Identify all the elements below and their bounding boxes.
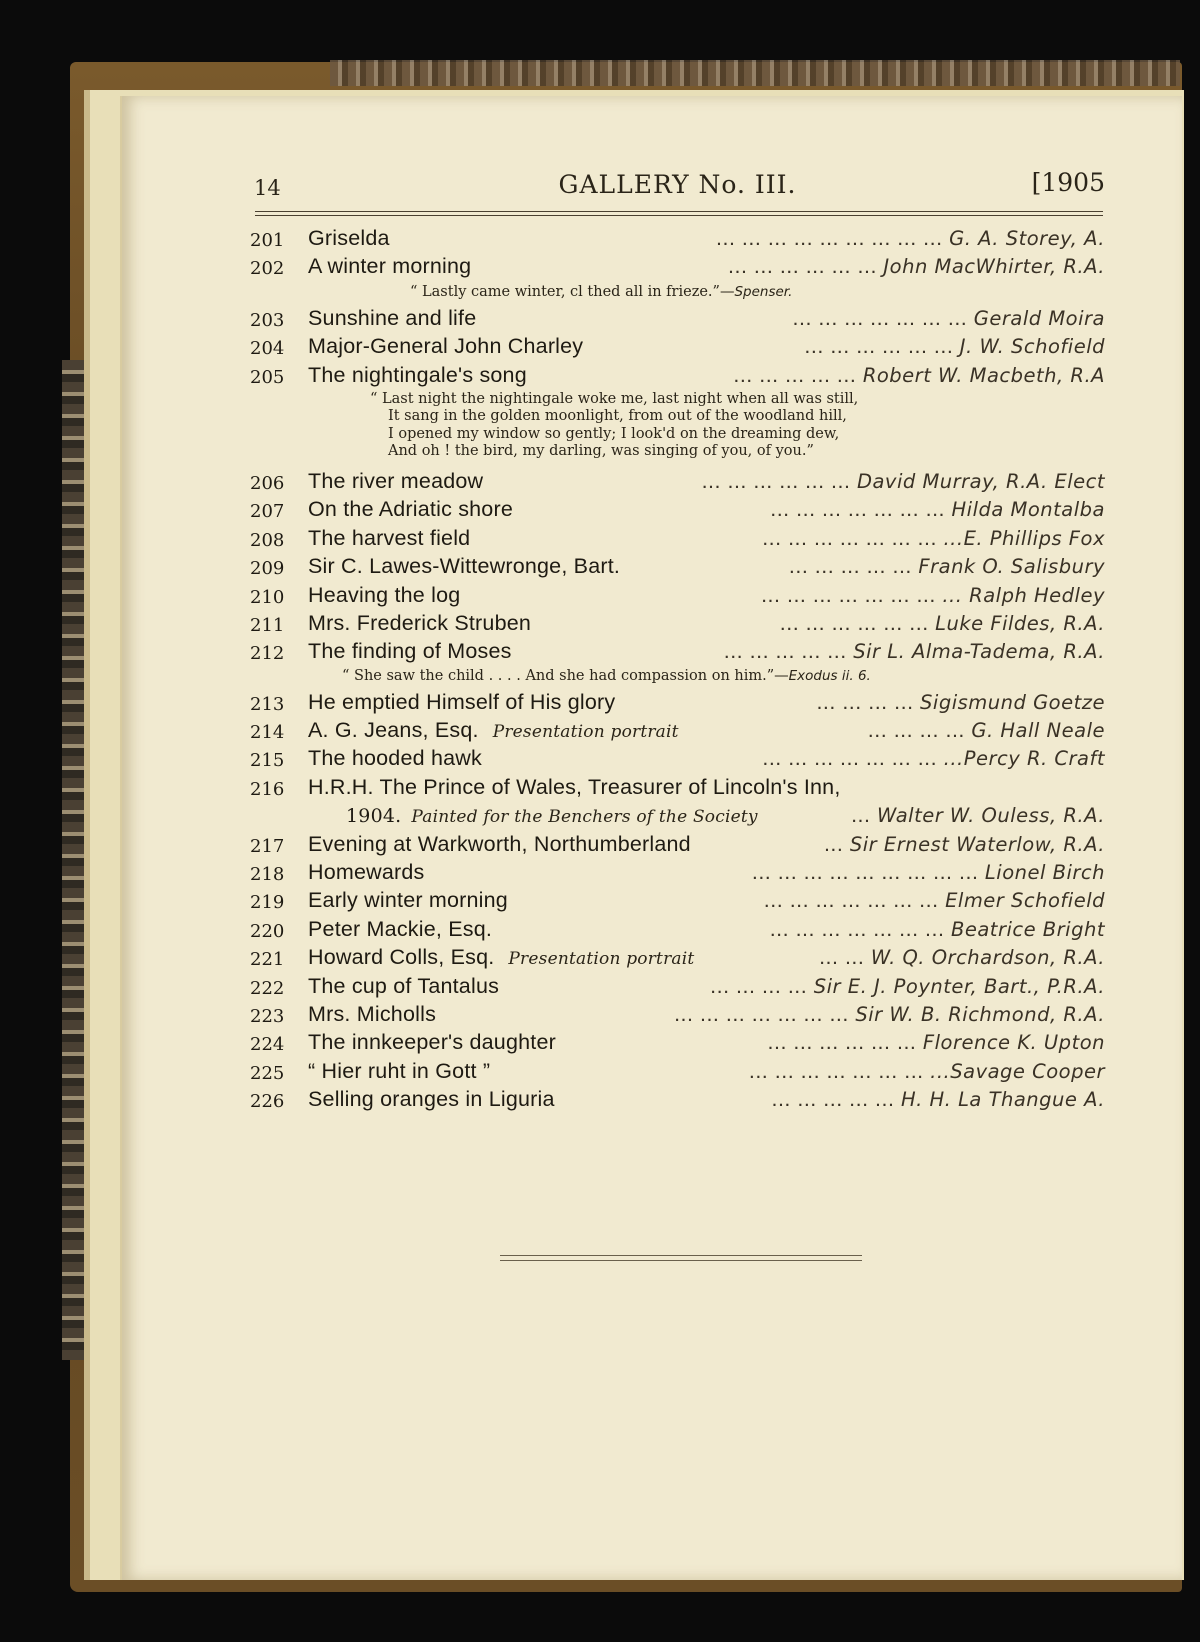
entry-artist: Luke Fildes, R.A. [935, 611, 1105, 635]
catalogue-entry [250, 469, 1105, 497]
entry-number: 205 [250, 366, 285, 388]
entry-title: Evening at Warkworth, Northumberland [308, 831, 691, 856]
catalogue-entry-continuation [250, 803, 1105, 831]
entry-artist: Sir Ernest Waterlow, R.A. [849, 832, 1105, 856]
entry-artist: Sigismund Goetze [920, 690, 1105, 714]
entry-artist-cell [824, 832, 1105, 857]
entry-title: Griselda [308, 226, 390, 250]
entry-number: 204 [250, 338, 285, 360]
entry-artist-cell [789, 554, 1105, 579]
entry-note: Presentation portrait [508, 949, 695, 970]
catalogue-entry [250, 497, 1105, 525]
entry-artist: ...E. Phillips Fox [943, 526, 1105, 550]
entry-artist-cell [804, 334, 1105, 359]
leader-dots: ... ... ... ... ... ... ... [748, 1058, 924, 1083]
entry-artist: Gerald Moira [973, 306, 1105, 330]
catalogue-entry [250, 775, 1105, 803]
catalogue-entry [250, 226, 1105, 254]
entry-title: Peter Mackie, Esq. [308, 916, 493, 941]
entry-title: The nightingale's song [308, 362, 527, 387]
quote-text: “ She saw the child . . . . And she had compassion on him.”— [342, 667, 789, 684]
entry-title: A winter morning [308, 254, 472, 279]
leader-dots: ... [823, 831, 844, 856]
leader-dots: ... ... ... ... ... ... ... [769, 916, 945, 941]
entry-number: 213 [250, 693, 285, 715]
entry-title: Early winter morning [308, 888, 508, 913]
page-header [250, 168, 1105, 202]
entry-artist-cell [762, 526, 1105, 551]
entry-artist-cell [793, 306, 1106, 331]
leader-dots: ... ... [819, 945, 865, 970]
entry-artist-cell [770, 917, 1105, 942]
entry-number: 201 [250, 230, 285, 251]
leader-dots: ... ... ... ... [710, 973, 808, 998]
entry-artist-cell [733, 363, 1105, 388]
entry-artist-cell [764, 888, 1105, 913]
entry-artist: Lionel Birch [984, 861, 1105, 885]
catalogue-entry [250, 974, 1105, 1002]
entry-artist-cell [770, 497, 1105, 522]
entry-number: 210 [250, 586, 285, 608]
entry-title: The finding of Moses [308, 639, 512, 664]
catalogue-entry [250, 746, 1105, 774]
entry-artist-cell [674, 1002, 1105, 1027]
leader-dots: ... ... ... ... ... ... ... [674, 1001, 849, 1026]
leader-dots: ... ... ... ... ... ... ... [770, 497, 946, 522]
leader-dots: ... ... ... ... ... [788, 554, 912, 579]
closing-rule [500, 1255, 862, 1261]
entry-artist-cell [851, 803, 1105, 828]
page-number: 14 [254, 176, 281, 200]
entry-year: 1904. [346, 805, 402, 828]
catalogue-list [250, 226, 1105, 1116]
entry-note: Painted for the Benchers of the Society [411, 807, 758, 828]
entry-artist-cell [710, 974, 1105, 999]
entry-artist-cell [752, 860, 1105, 885]
leader-dots: ... ... ... ... ... ... [804, 334, 954, 359]
entry-title: He emptied Himself of His glory [308, 689, 616, 714]
entry-title: Heaving the log [308, 582, 461, 607]
entry-title: Mrs. Frederick Struben [308, 610, 532, 635]
poem-quote [250, 391, 1105, 469]
leader-dots: ... ... ... ... ... ... ... [792, 305, 968, 330]
entry-artist: ...Savage Cooper [930, 1059, 1105, 1083]
catalogue-entry [250, 1002, 1105, 1030]
entry-note: Presentation portrait [492, 722, 679, 743]
entry-title-cell [308, 718, 679, 743]
entry-number: 209 [250, 558, 285, 580]
page-title: GALLERY No. III. [558, 170, 797, 199]
leader-dots: ... ... ... ... ... [733, 362, 857, 387]
catalogue-entry [250, 639, 1105, 667]
entry-artist: H. H. La Thangue A. [900, 1088, 1105, 1112]
entry-number: 211 [250, 614, 285, 636]
entry-number: 206 [250, 472, 285, 494]
entry-artist-cell [749, 1059, 1105, 1084]
entry-artist-cell [728, 254, 1105, 279]
entry-number: 208 [250, 529, 285, 551]
entry-artist-cell [768, 1030, 1106, 1055]
leader-dots: ... ... ... ... ... ... [728, 254, 877, 279]
entry-number: 224 [250, 1034, 285, 1056]
leader-dots: ... [851, 803, 871, 828]
entry-title: Mrs. Micholls [308, 1001, 437, 1026]
epigraph-quote [250, 283, 1105, 306]
entry-number: 207 [250, 501, 285, 523]
entry-number: 226 [250, 1091, 285, 1113]
catalogue-entry [250, 254, 1105, 282]
leader-dots: ... ... ... ... ... [723, 639, 847, 664]
entry-number: 214 [250, 722, 285, 744]
entry-number: 223 [250, 1005, 285, 1027]
entry-artist: Sir L. Alma-Tadema, R.A. [853, 640, 1105, 664]
entry-artist: Frank O. Salisbury [918, 555, 1105, 579]
entry-artist-cell [702, 469, 1105, 494]
catalogue-entry [250, 554, 1105, 582]
entry-artist: Hilda Montalba [951, 498, 1105, 522]
catalogue-entry [250, 526, 1105, 554]
entry-artist-cell [868, 718, 1105, 743]
entry-title: On the Adriatic shore [308, 497, 513, 522]
entry-title: Homewards [308, 860, 425, 885]
entry-title: The hooded hawk [308, 746, 482, 771]
entry-artist-cell [780, 611, 1105, 636]
leader-dots: ... ... ... ... ... ... ... [762, 746, 938, 771]
marbled-endpaper [330, 60, 1180, 86]
catalogue-entry [250, 1059, 1105, 1087]
leader-dots: ... ... ... ... ... ... [701, 468, 851, 493]
catalogue-entry [250, 718, 1105, 746]
entry-title: The harvest field [308, 525, 471, 550]
catalogue-entry [250, 583, 1105, 611]
entry-artist: ...Percy R. Craft [943, 747, 1105, 771]
entry-number: 225 [250, 1062, 285, 1084]
poem-line: It sang in the golden moonlight, from out of the woodland hill, [388, 408, 847, 425]
entry-number: 203 [250, 309, 285, 331]
leader-dots: ... ... ... ... ... ... ... [763, 888, 939, 913]
entry-number: 215 [250, 750, 285, 772]
catalogue-entry [250, 1087, 1105, 1115]
entry-artist: Walter W. Ouless, R.A. [876, 804, 1105, 828]
entry-title: Sunshine and life [308, 305, 477, 330]
entry-title-cell [308, 945, 694, 970]
quote-attribution: Spenser. [734, 283, 793, 300]
epigraph-quote [250, 668, 1105, 690]
leader-dots: ... ... ... ... ... [771, 1087, 895, 1112]
entry-artist: John MacWhirter, R.A. [883, 255, 1105, 279]
entry-artist: J. W. Schofield [959, 335, 1105, 359]
catalogue-entry [250, 832, 1105, 860]
catalogue-entry [250, 306, 1105, 334]
entry-number: 217 [250, 835, 285, 857]
entry-number: 219 [250, 892, 285, 914]
entry-artist: Florence K. Upton [922, 1031, 1105, 1055]
entry-title: Major-General John Charley [308, 334, 584, 359]
entry-title: The innkeeper's daughter [308, 1030, 556, 1055]
quote-attribution: Exodus ii. 6. [788, 667, 871, 684]
catalogue-entry [250, 334, 1105, 362]
entry-artist: Beatrice Bright [950, 917, 1105, 941]
leader-dots: ... ... ... ... ... ... ... ... ... [716, 226, 943, 250]
entry-title: The river meadow [308, 468, 484, 493]
book-spine [62, 360, 86, 1360]
entry-artist: Sir E. J. Poynter, Bart., P.R.A. [813, 974, 1105, 998]
entry-title: The cup of Tantalus [308, 973, 500, 998]
entry-number: 221 [250, 949, 285, 971]
leader-dots: ... ... ... ... ... ... ... [761, 582, 936, 607]
entry-title: Howard Colls, Esq. [308, 945, 495, 970]
catalogue-entry [250, 1030, 1105, 1058]
catalogue-entry [250, 945, 1105, 973]
entry-number: 216 [250, 778, 285, 800]
entry-number: 212 [250, 643, 285, 665]
entry-artist: Elmer Schofield [945, 889, 1105, 913]
entry-artist: David Murray, R.A. Elect [856, 469, 1105, 493]
entry-artist: Robert W. Macbeth, R.A [862, 363, 1105, 387]
entry-title: Sir C. Lawes-Wittewronge, Bart. [308, 554, 621, 579]
entry-artist-cell [761, 583, 1105, 608]
entry-artist-cell [724, 639, 1105, 664]
leader-dots: ... ... ... ... [867, 718, 965, 743]
header-rule-2 [255, 215, 1103, 216]
quote-text: “ Lastly came winter, cl thed all in frieze.”— [410, 283, 735, 300]
entry-artist-cell [819, 945, 1105, 970]
entry-artist-cell [816, 690, 1105, 715]
catalogue-entry [250, 363, 1105, 391]
entry-title-cell [346, 803, 758, 828]
entry-artist-cell [771, 1087, 1105, 1112]
entry-number: 218 [250, 864, 285, 886]
entry-number: 220 [250, 920, 285, 942]
leader-dots: ... ... ... ... ... ... ... ... ... [751, 860, 979, 885]
catalogue-entry [250, 888, 1105, 916]
entry-number: 222 [250, 977, 285, 999]
leader-dots: ... ... ... ... ... ... ... [762, 525, 937, 550]
entry-title: H.R.H. The Prince of Wales, Treasurer of Lincoln's Inn, [308, 774, 841, 799]
year-label: [1905 [1031, 168, 1105, 197]
entry-artist: W. Q. Orchardson, R.A. [870, 946, 1105, 970]
entry-artist: G. A. Storey, A. [949, 227, 1105, 250]
entry-artist: Sir W. B. Richmond, R.A. [855, 1002, 1105, 1026]
entry-title: Selling oranges in Liguria [308, 1087, 555, 1112]
entry-title: “ Hier ruht in Gott ” [308, 1058, 491, 1083]
entry-number: 202 [250, 258, 285, 280]
entry-artist: ... Ralph Hedley [942, 583, 1105, 607]
leader-dots: ... ... ... ... ... ... [779, 610, 929, 635]
leader-dots: ... ... ... ... ... ... [767, 1030, 917, 1055]
poem-line: And oh ! the bird, my darling, was singing of you, of you.” [388, 443, 814, 460]
header-rule [255, 211, 1103, 212]
entry-artist-cell [762, 746, 1105, 771]
poem-line: I opened my window so gently; I look'd on the dreaming dew, [388, 425, 840, 442]
catalogue-entry [250, 611, 1105, 639]
entry-title: A. G. Jeans, Esq. [308, 718, 479, 743]
entry-artist-cell [716, 226, 1105, 251]
catalogue-entry [250, 917, 1105, 945]
leader-dots: ... ... ... ... [816, 689, 914, 714]
entry-artist: G. Hall Neale [971, 719, 1105, 743]
poem-line: “ Last night the nightingale woke me, last night when all was still, [370, 390, 859, 407]
catalogue-entry [250, 860, 1105, 888]
catalogue-entry [250, 690, 1105, 718]
